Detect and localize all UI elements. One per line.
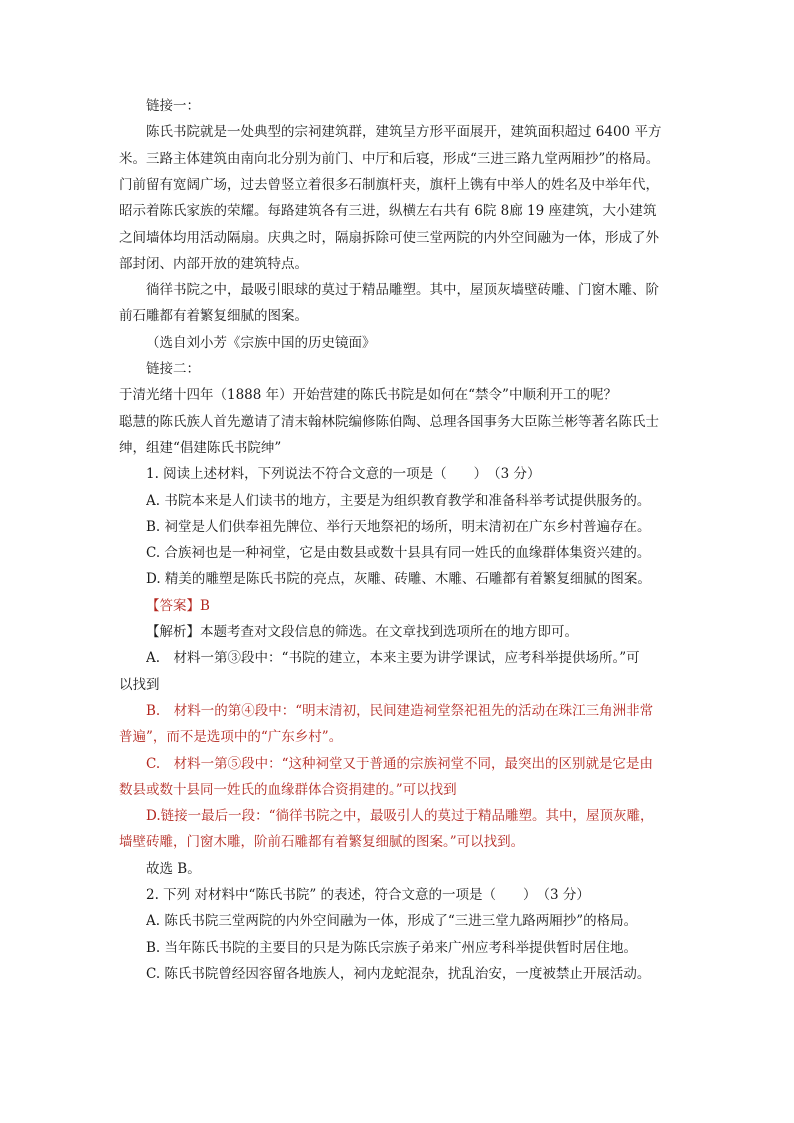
text-line: 以找到 [119, 676, 160, 693]
text-line: 陈氏书院就是一处典型的宗祠建筑群，建筑呈方形平面展开，建筑面积超过 6400 平方 [146, 124, 662, 141]
text-line: 数县或数十县同一姓氏的血缘群体合资捐建的。”可以找到 [119, 781, 457, 798]
text-line: 【答案】B [146, 597, 210, 614]
text-line: 前石雕都有着繁复细腻的图案。 [119, 308, 308, 325]
text-line: 【解析】本题考查对文段信息的筛选。在文章找到选项所在的地方即可。 [146, 624, 578, 640]
text-line: C. 陈氏书院曾经因容留各地族人，祠内龙蛇混杂，扰乱治安，一度被禁止开展活动。 [146, 965, 651, 982]
text-line: 绅，组建“倡建陈氏书院绅” [119, 439, 282, 456]
text-line: 链接二： [146, 361, 200, 377]
text-line: 普遍”，而不是选项中的“广东乡村”。 [119, 729, 343, 746]
text-line: B. 当年陈氏书院的主要目的只是为陈氏宗族子弟来广州应考科举提供暂时居住地。 [146, 939, 638, 956]
text-line: （选自刘小芳《宗族中国的历史镜面》 [146, 334, 376, 351]
text-line: 之间墙体均用活动隔扇。庆典之时，隔扇拆除可使三堂两院的内外空间融为一体，形成了外 [119, 229, 659, 246]
text-line: D.链接一最后一段：“徜徉书院之中，最吸引人的莫过于精品雕塑。其中，屋顶灰雕， [146, 808, 654, 825]
text-line: 部封闭、内部开放的建筑特点。 [119, 255, 308, 272]
text-line: B. 祠堂是人们供奉祖先牌位、举行天地祭祀的场所，明末清初在广东乡村普遍存在。 [146, 518, 651, 535]
text-line: A. 陈氏书院三堂两院的内外空间融为一体，形成了“三进三堂九路两厢抄”的格局。 [146, 913, 638, 930]
text-line: C. 合族祠也是一种祠堂，它是由数县或数十县具有同一姓氏的血缘群体集资兴建的。 [146, 545, 651, 562]
text-line: 米。三路主体建筑由南向北分别为前门、中厅和后寝，形成“三进三路九堂两厢抄”的格局。 [119, 150, 660, 167]
text-line: 昭示着陈氏家族的荣耀。每路建筑各有三进，纵横左右共有 6院 8廊 19 座建筑，大小建筑 [119, 203, 657, 220]
text-line: 2. 下列 对材料中“陈氏书院” 的表述，符合文意的一项是（ ） （3 分） [146, 887, 590, 903]
text-line: C. 材料一第⑤段中：“这种祠堂又于普通的宗族祠堂不同，最突出的区别就是它是由 [146, 755, 654, 772]
text-line: 徜徉书院之中，最吸引眼球的莫过于精品雕塑。其中，屋顶灰墙壁砖雕、门窗木雕、阶 [146, 282, 659, 299]
text-line: B. 材料一的第④段中：“明末清初，民间建造祠堂祭祀祖先的活动在珠江三角洲非常 [146, 702, 654, 719]
text-line: A. 材料一第③段中：“书院的建立，本来主要为讲学课试，应考科举提供场所。”可 [146, 650, 640, 667]
text-line: D. 精美的雕塑是陈氏书院的亮点，灰雕、砖雕、木雕、石雕都有着繁复细腻的图案。 [146, 571, 651, 588]
text-line: 链接一： [146, 98, 200, 114]
text-line: A. 书院本来是人们读书的地方，主要是为组织教育教学和准备科举考试提供服务的。 [146, 492, 651, 509]
text-line: 聪慧的陈氏族人首先邀请了清末翰林院编修陈伯陶、总理各国事务大臣陈兰彬等著名陈氏士 [119, 413, 659, 430]
text-line: 于清光绪十四年（1888 年）开始营建的陈氏书院是如何在“禁令”中顺利开工的呢？ [119, 387, 617, 404]
text-line: 1. 阅读上述材料，下列说法不符合文意的一项是（ ） （3 分） [146, 466, 541, 483]
text-line: 墙壁砖雕，门窗木雕，阶前石雕都有着繁复细腻的图案。”可以找到。 [119, 834, 525, 851]
text-line: 门前留有宽阔广场，过去曾竖立着很多石制旗杆夹，旗杆上镌有中举人的姓名及中举年代， [119, 176, 659, 193]
text-line: 故选 B。 [146, 860, 201, 877]
